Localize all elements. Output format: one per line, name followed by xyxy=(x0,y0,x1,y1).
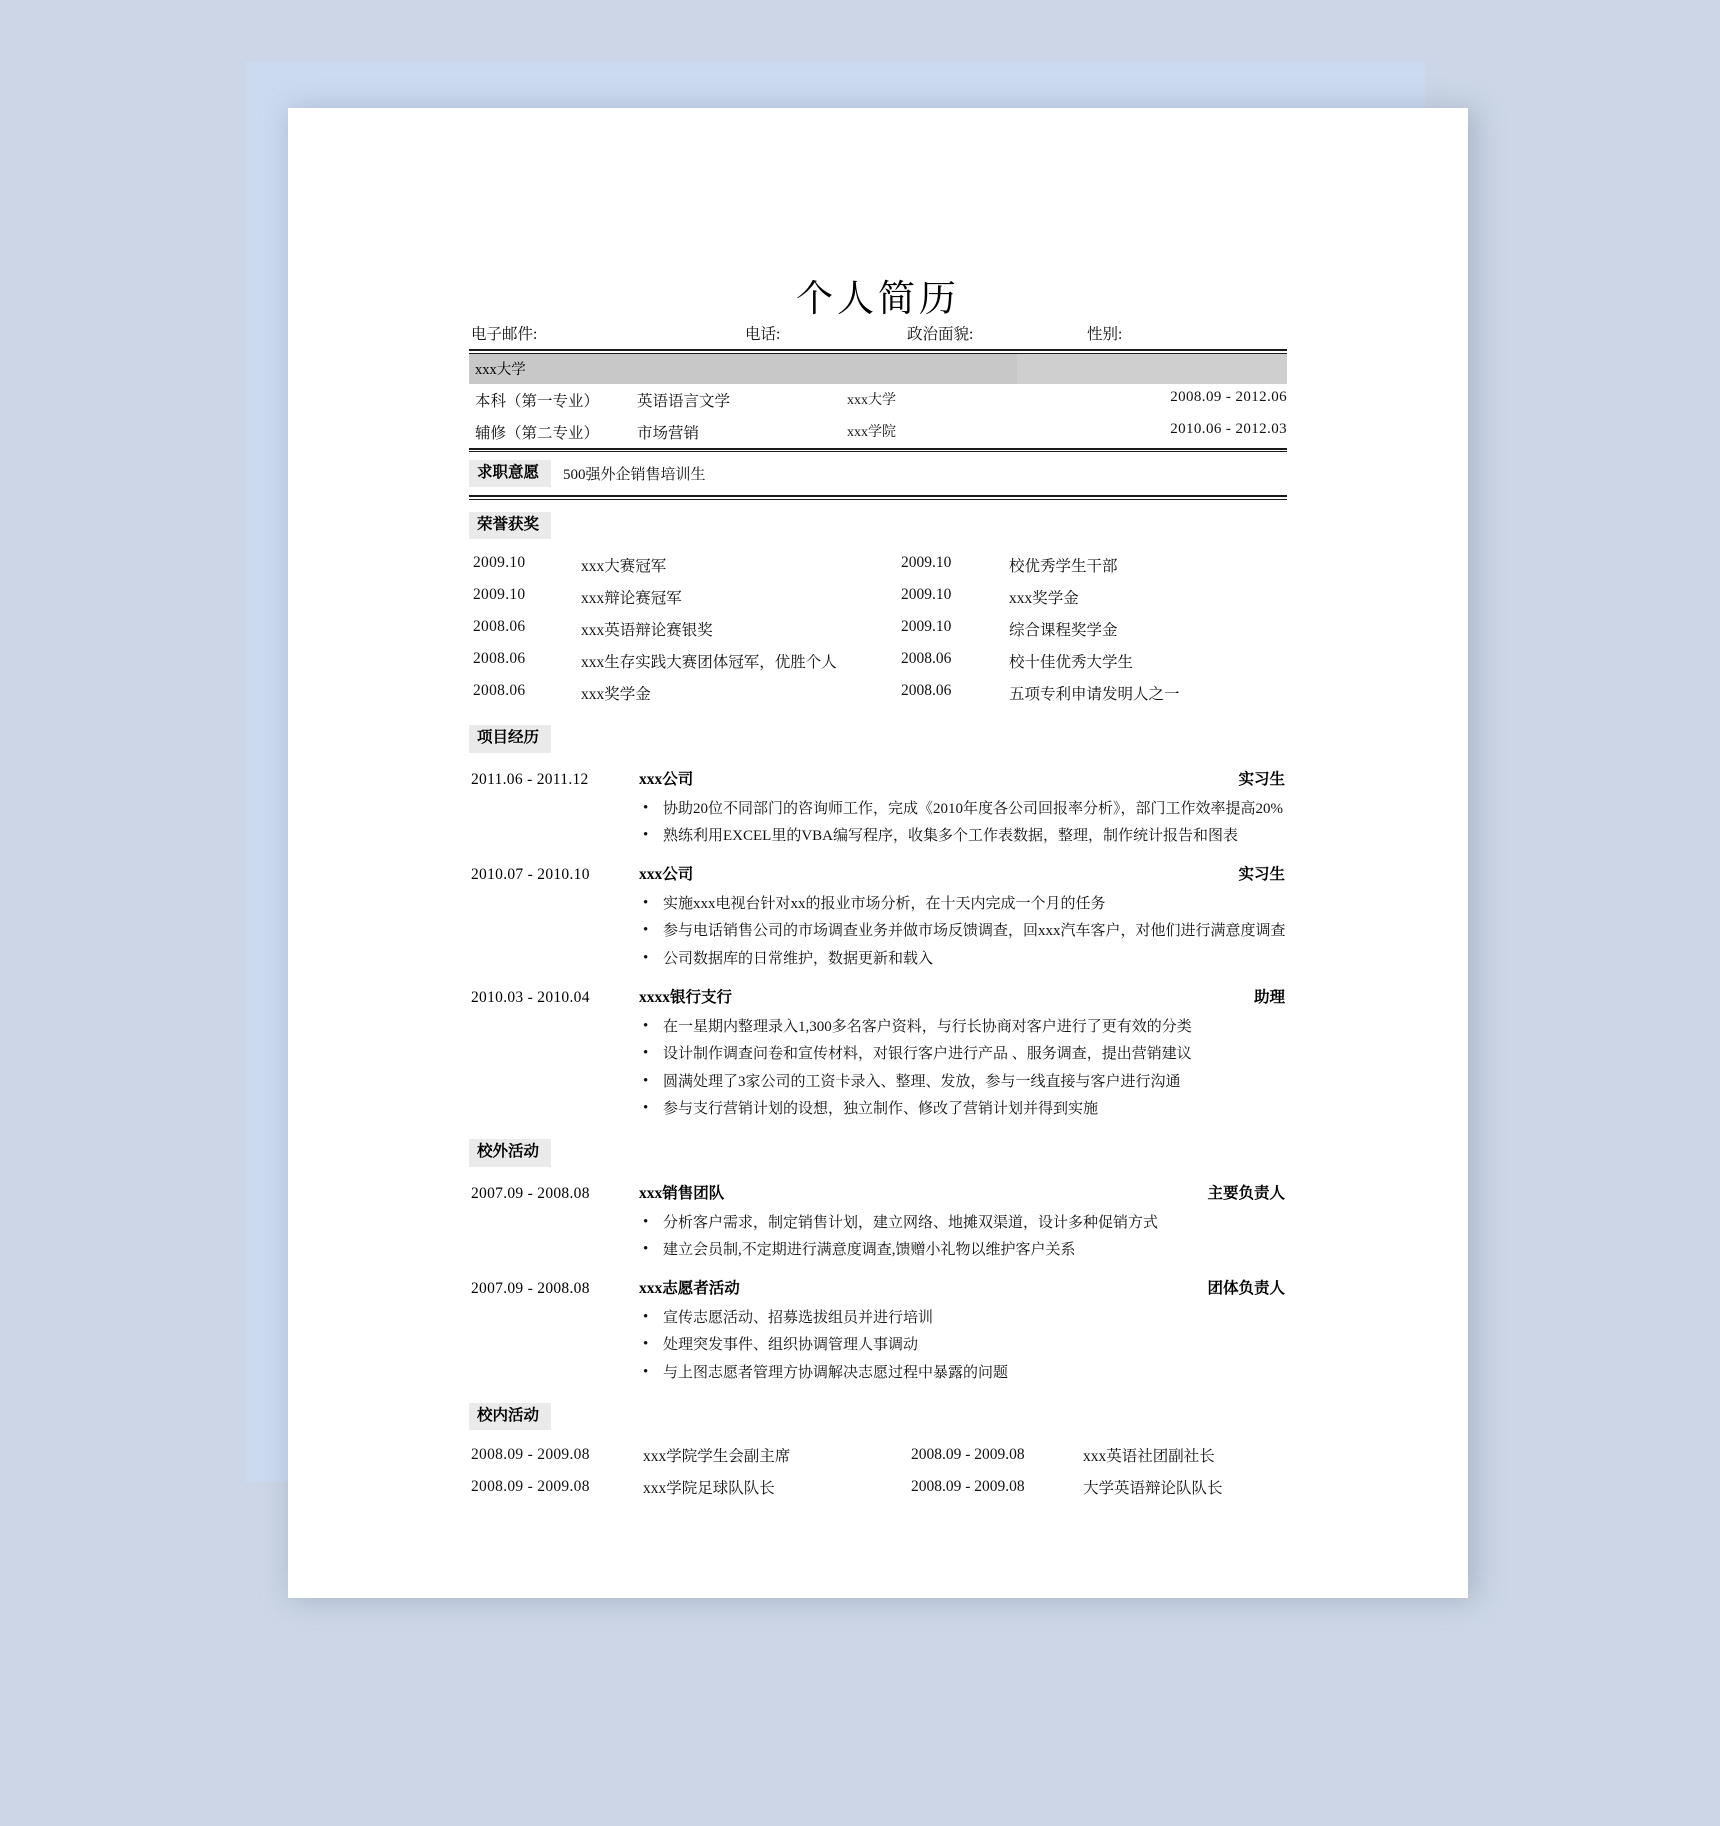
award-text-right: 五项专利申请发明人之一 xyxy=(1009,686,1180,704)
awards-table xyxy=(469,549,1287,709)
table-row xyxy=(469,416,1287,448)
on-campus-text-left: xxx学院学生会副主席 xyxy=(643,1448,791,1466)
table-row xyxy=(469,581,1287,613)
school-name: xxx大学 xyxy=(475,362,526,379)
off-campus-org: xxx志愿者活动 xyxy=(639,1280,740,1298)
project-item xyxy=(469,985,1287,1121)
list-item: • 实施xxx电视台针对xx的报业市场分析，在十天内完成一个月的任务 xyxy=(641,892,1287,916)
list-item: • 建立会员制,不定期进行满意度调查,馈赠小礼物以维护客户关系 xyxy=(641,1238,1287,1262)
on-campus-table xyxy=(469,1439,1287,1503)
award-text-left: xxx辩论赛冠军 xyxy=(581,590,682,608)
project-item xyxy=(469,767,1287,849)
table-row xyxy=(469,1439,1287,1471)
project-header xyxy=(469,985,1287,1007)
education-school-band xyxy=(469,354,1287,384)
award-date-left: 2009.10 xyxy=(473,586,526,604)
projects-section-header xyxy=(469,725,1287,752)
list-item: • 分析客户需求，制定销售计划，建立网络、地摊双渠道，设计多种促销方式 xyxy=(641,1211,1287,1235)
list-item: • 公司数据库的日常维护，数据更新和载入 xyxy=(641,947,1287,971)
contact-row xyxy=(469,322,1287,349)
list-item: • 宣传志愿活动、招募选拔组员并进行培训 xyxy=(641,1306,1287,1330)
on-campus-text-left: xxx学院足球队队长 xyxy=(643,1480,775,1498)
project-role: 实习生 xyxy=(1238,866,1285,884)
table-row xyxy=(469,613,1287,645)
award-text-left: xxx大赛冠军 xyxy=(581,558,667,576)
award-text-left: xxx奖学金 xyxy=(581,686,651,704)
off-campus-role: 主要负责人 xyxy=(1207,1184,1285,1202)
divider-objective-bottom xyxy=(469,495,1287,500)
education-table xyxy=(469,384,1287,448)
on-campus-label: 校内活动 xyxy=(469,1403,551,1430)
on-campus-text-right: xxx英语社团副社长 xyxy=(1083,1448,1215,1466)
award-date-right: 2009.10 xyxy=(901,618,952,636)
awards-label: 荣誉获奖 xyxy=(469,512,551,539)
resume-page xyxy=(288,108,1468,1598)
email-label: 电子邮件: xyxy=(471,326,538,343)
award-date-right: 2008.06 xyxy=(901,650,952,668)
project-date: 2010.03 - 2010.04 xyxy=(471,989,590,1007)
objective-row xyxy=(469,460,1287,487)
project-date: 2010.07 - 2010.10 xyxy=(471,866,590,884)
project-role: 实习生 xyxy=(1238,770,1285,788)
table-row xyxy=(469,384,1287,416)
award-date-right: 2009.10 xyxy=(901,554,952,572)
award-date-left: 2009.10 xyxy=(473,554,526,572)
project-bullets xyxy=(469,892,1287,971)
gender-label: 性别: xyxy=(1087,326,1123,343)
off-campus-org: xxx销售团队 xyxy=(639,1184,725,1202)
education-major: 市场营销 xyxy=(637,424,700,442)
off-campus-label: 校外活动 xyxy=(469,1139,551,1166)
objective-text: 500强外企销售培训生 xyxy=(563,467,706,484)
award-text-left: xxx英语辩论赛银奖 xyxy=(581,622,713,640)
award-text-left: xxx生存实践大赛团体冠军，优胜个人 xyxy=(581,654,837,672)
award-date-left: 2008.06 xyxy=(473,650,526,668)
award-date-left: 2008.06 xyxy=(473,618,526,636)
off-campus-date: 2007.09 - 2008.08 xyxy=(471,1280,590,1298)
table-row xyxy=(469,1471,1287,1503)
awards-section-header xyxy=(469,512,1287,539)
on-campus-date-left: 2008.09 - 2009.08 xyxy=(471,1446,590,1464)
list-item: • 参与支行营销计划的设想，独立制作、修改了营销计划并得到实施 xyxy=(641,1097,1287,1121)
divider-education-bottom xyxy=(469,448,1287,453)
project-org: xxx公司 xyxy=(639,866,694,884)
table-row xyxy=(469,549,1287,581)
band-light-segment xyxy=(1017,354,1287,384)
award-text-right: 校优秀学生干部 xyxy=(1009,558,1118,576)
list-item: • 与上图志愿者管理方协调解决志愿过程中暴露的问题 xyxy=(641,1361,1287,1385)
project-bullets xyxy=(469,1015,1287,1121)
education-school: xxx大学 xyxy=(847,392,896,408)
resume-document xyxy=(288,108,1468,1503)
off-campus-header xyxy=(469,1276,1287,1298)
political-status-label: 政治面貌: xyxy=(907,326,974,343)
education-date: 2008.09 - 2012.06 xyxy=(1170,388,1287,405)
project-role: 助理 xyxy=(1253,989,1285,1007)
on-campus-date-left: 2008.09 - 2009.08 xyxy=(471,1478,590,1496)
award-text-right: 校十佳优秀大学生 xyxy=(1009,654,1134,672)
project-date: 2011.06 - 2011.12 xyxy=(471,770,589,788)
off-campus-section-header xyxy=(469,1139,1287,1166)
project-org: xxx公司 xyxy=(639,770,694,788)
on-campus-date-right: 2008.09 - 2009.08 xyxy=(911,1478,1025,1496)
education-school: xxx学院 xyxy=(847,424,896,440)
on-campus-section-header xyxy=(469,1403,1287,1430)
phone-label: 电话: xyxy=(745,326,781,343)
table-row xyxy=(469,645,1287,677)
list-item: • 圆满处理了3家公司的工资卡录入、整理、发放，参与一线直接与客户进行沟通 xyxy=(641,1070,1287,1094)
education-degree: 辅修（第二专业） xyxy=(475,424,600,442)
on-campus-text-right: 大学英语辩论队队长 xyxy=(1083,1480,1223,1498)
award-date-left: 2008.06 xyxy=(473,682,526,700)
award-date-right: 2009.10 xyxy=(901,586,952,604)
list-item: • 熟练利用EXCEL里的VBA编写程序，收集多个工作表数据，整理，制作统计报告和图表 xyxy=(641,824,1287,848)
table-row xyxy=(469,677,1287,709)
list-item: • 处理突发事件、组织协调管理人事调动 xyxy=(641,1333,1287,1357)
page-title: 个人简历 xyxy=(796,279,960,320)
education-degree: 本科（第一专业） xyxy=(475,392,600,410)
off-campus-date: 2007.09 - 2008.08 xyxy=(471,1184,590,1202)
award-date-right: 2008.06 xyxy=(901,682,952,700)
off-campus-item xyxy=(469,1181,1287,1263)
project-bullets xyxy=(469,797,1287,849)
on-campus-date-right: 2008.09 - 2009.08 xyxy=(911,1446,1025,1464)
list-item: • 协助20位不同部门的咨询师工作，完成《2010年度各公司回报率分析》，部门工作效率提高20% xyxy=(641,797,1287,821)
list-item: • 在一星期内整理录入1,300多名客户资料，与行长协商对客户进行了更有效的分类 xyxy=(641,1015,1287,1039)
projects-label: 项目经历 xyxy=(469,725,551,752)
award-text-right: 综合课程奖学金 xyxy=(1009,622,1118,640)
project-item xyxy=(469,862,1287,971)
off-campus-header xyxy=(469,1181,1287,1203)
education-major: 英语语言文学 xyxy=(637,392,731,410)
education-date: 2010.06 - 2012.03 xyxy=(1170,420,1287,437)
project-org: xxxx银行支行 xyxy=(639,989,733,1007)
award-text-right: xxx奖学金 xyxy=(1009,590,1079,608)
off-campus-bullets xyxy=(469,1306,1287,1385)
list-item: • 参与电话销售公司的市场调查业务并做市场反馈调查，回xxx汽车客户，对他们进行满意度调查 xyxy=(641,919,1287,943)
off-campus-role: 团体负责人 xyxy=(1207,1280,1285,1298)
project-header xyxy=(469,767,1287,789)
off-campus-bullets xyxy=(469,1211,1287,1263)
project-header xyxy=(469,862,1287,884)
off-campus-item xyxy=(469,1276,1287,1385)
objective-label: 求职意愿 xyxy=(469,460,551,487)
list-item: • 设计制作调查问卷和宣传材料，对银行客户进行产品 、服务调查，提出营销建议 xyxy=(641,1042,1287,1066)
